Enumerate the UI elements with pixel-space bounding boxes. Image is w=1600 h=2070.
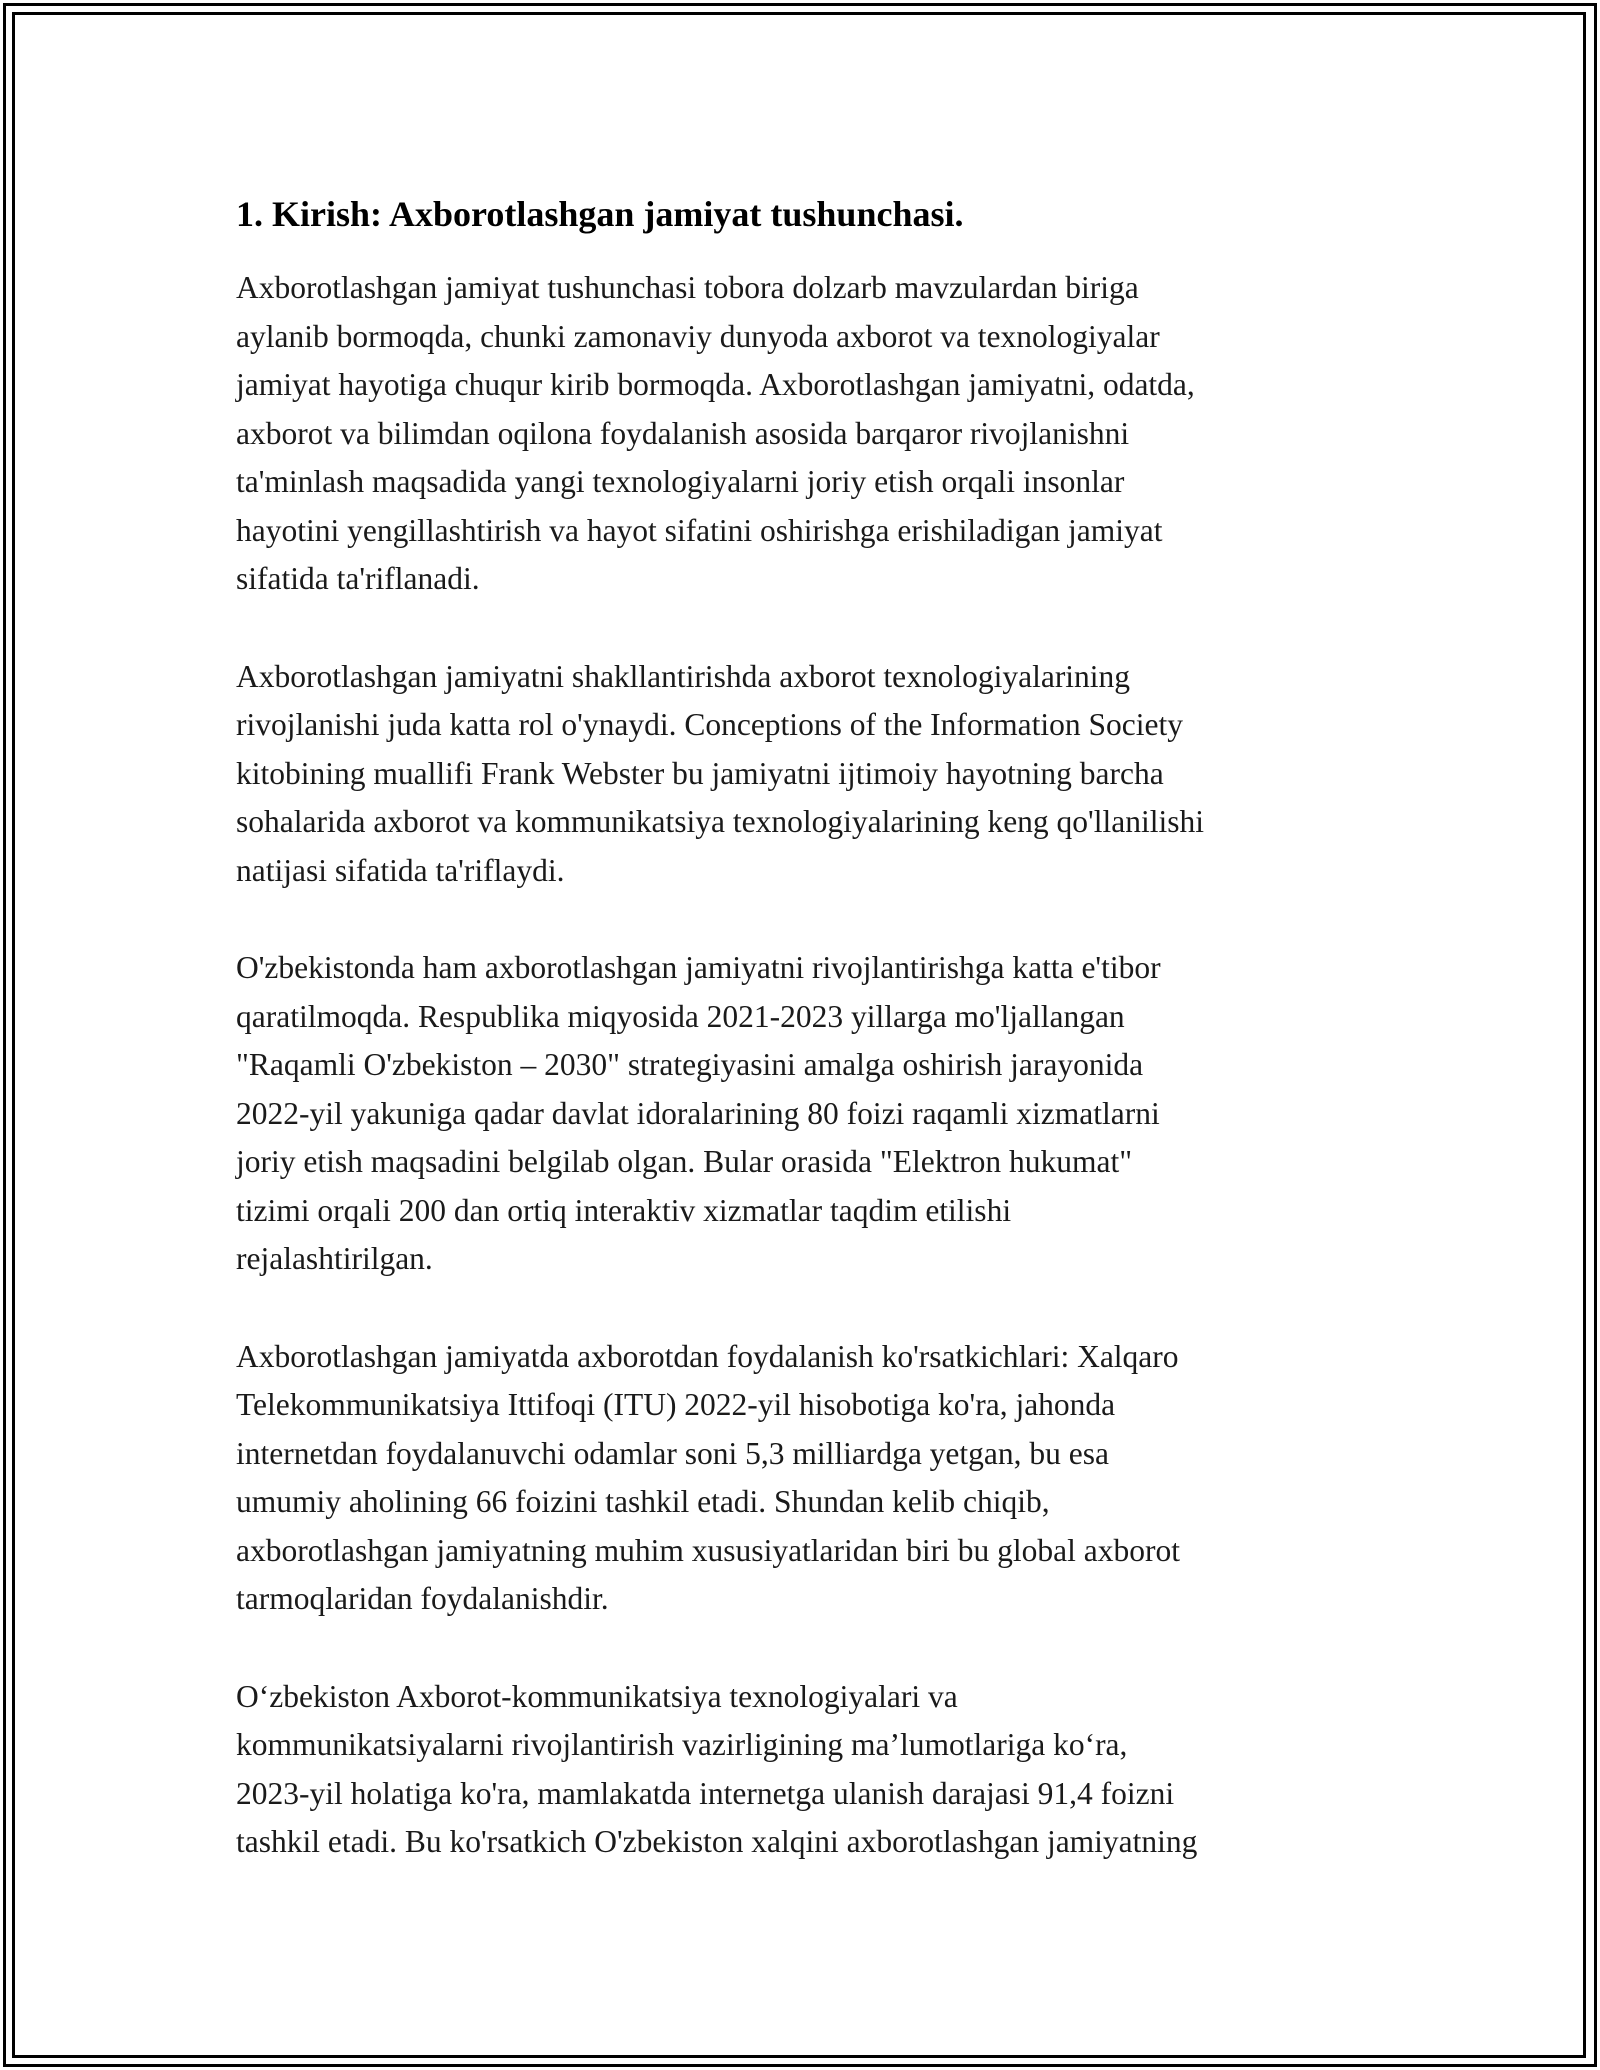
text-line: O'zbekistonda ham axborotlashgan jamiyatni rivojlantirishga katta e'tibor <box>236 950 1161 985</box>
paragraph-4 <box>236 1333 1386 1624</box>
text-line: rejalashtirilgan. <box>236 1241 433 1276</box>
text-line: Axborotlashgan jamiyatda axborotdan foydalanish ko'rsatkichlari: Xalqaro <box>236 1338 1179 1374</box>
text-line: kommunikatsiyalarni rivojlantirish vazirligining ma’lumotlariga ko‘ra, <box>236 1727 1128 1762</box>
text-line: 2023-yil holatiga ko'ra, mamlakatda internetga ulanish darajasi 91,4 foizni <box>236 1775 1175 1811</box>
paragraph-5 <box>236 1673 1386 1867</box>
section-heading: 1. Kirish: Axborotlashgan jamiyat tushunchasi. <box>236 194 964 234</box>
text-line: jamiyat hayotiga chuqur kirib bormoqda. Axborotlashgan jamiyatni, odatda, <box>236 367 1195 402</box>
text-line: tashkil etadi. Bu ko'rsatkich O'zbekiston xalqini axborotlashgan jamiyatning <box>236 1824 1198 1859</box>
text-line: internetdan foydalanuvchi odamlar soni 5,3 milliardga yetgan, bu esa <box>236 1435 1109 1471</box>
text-line: aylanib bormoqda, chunki zamonaviy dunyoda axborot va texnologiyalar <box>236 318 1160 354</box>
text-line: axborot va bilimdan oqilona foydalanish asosida barqaror rivojlanishni <box>236 415 1130 451</box>
text-line: tarmoqlaridan foydalanishdir. <box>236 1581 609 1616</box>
paragraph-1 <box>236 264 1386 604</box>
text-line: qaratilmoqda. Respublika miqyosida 2021-2023 yillarga mo'ljallangan <box>236 998 1125 1034</box>
paragraph-2 <box>236 653 1386 896</box>
text-line: hayotini yengillashtirish va hayot sifatini oshirishga erishiladigan jamiyat <box>236 512 1163 548</box>
text-line: tizimi orqali 200 dan ortiq interaktiv xizmatlar taqdim etilishi <box>236 1192 1012 1228</box>
text-line: ta'minlash maqsadida yangi texnologiyalarni joriy etish orqali insonlar <box>236 464 1125 499</box>
text-line: sohalarida axborot va kommunikatsiya texnologiyalarining keng qo'llanilishi <box>236 804 1204 839</box>
document-body <box>236 190 1386 1916</box>
text-line: natijasi sifatida ta'riflaydi. <box>236 852 565 888</box>
paragraph-3 <box>236 944 1386 1284</box>
text-line: Axborotlashgan jamiyatni shakllantirishda axborot texnologiyalarining <box>236 658 1131 694</box>
text-line: 2022-yil yakuniga qadar davlat idoralarining 80 foizi raqamli xizmatlarni <box>236 1095 1160 1131</box>
text-line: "Raqamli O'zbekiston – 2030" strategiyasini amalga oshirish jarayonida <box>236 1047 1144 1082</box>
text-line: kitobining muallifi Frank Webster bu jamiyatni ijtimoiy hayotning barcha <box>236 755 1164 791</box>
text-line: O‘zbekiston Axborot-kommunikatsiya texnologiyalari va <box>236 1678 958 1714</box>
text-line: rivojlanishi juda katta rol o'ynaydi. Conceptions of the Information Society <box>236 707 1183 742</box>
text-line: sifatida ta'riflanadi. <box>236 561 480 596</box>
text-line: Axborotlashgan jamiyat tushunchasi tobora dolzarb mavzulardan biriga <box>236 270 1139 305</box>
text-line: axborotlashgan jamiyatning muhim xususiyatlaridan biri bu global axborot <box>236 1532 1180 1568</box>
text-line: umumiy aholining 66 foizini tashkil etadi. Shundan kelib chiqib, <box>236 1484 1050 1519</box>
text-line: Telekommunikatsiya Ittifoqi (ITU) 2022-yil hisobotiga ko'ra, jahonda <box>236 1387 1116 1422</box>
text-line: joriy etish maqsadini belgilab olgan. Bular orasida "Elektron hukumat" <box>236 1144 1133 1179</box>
